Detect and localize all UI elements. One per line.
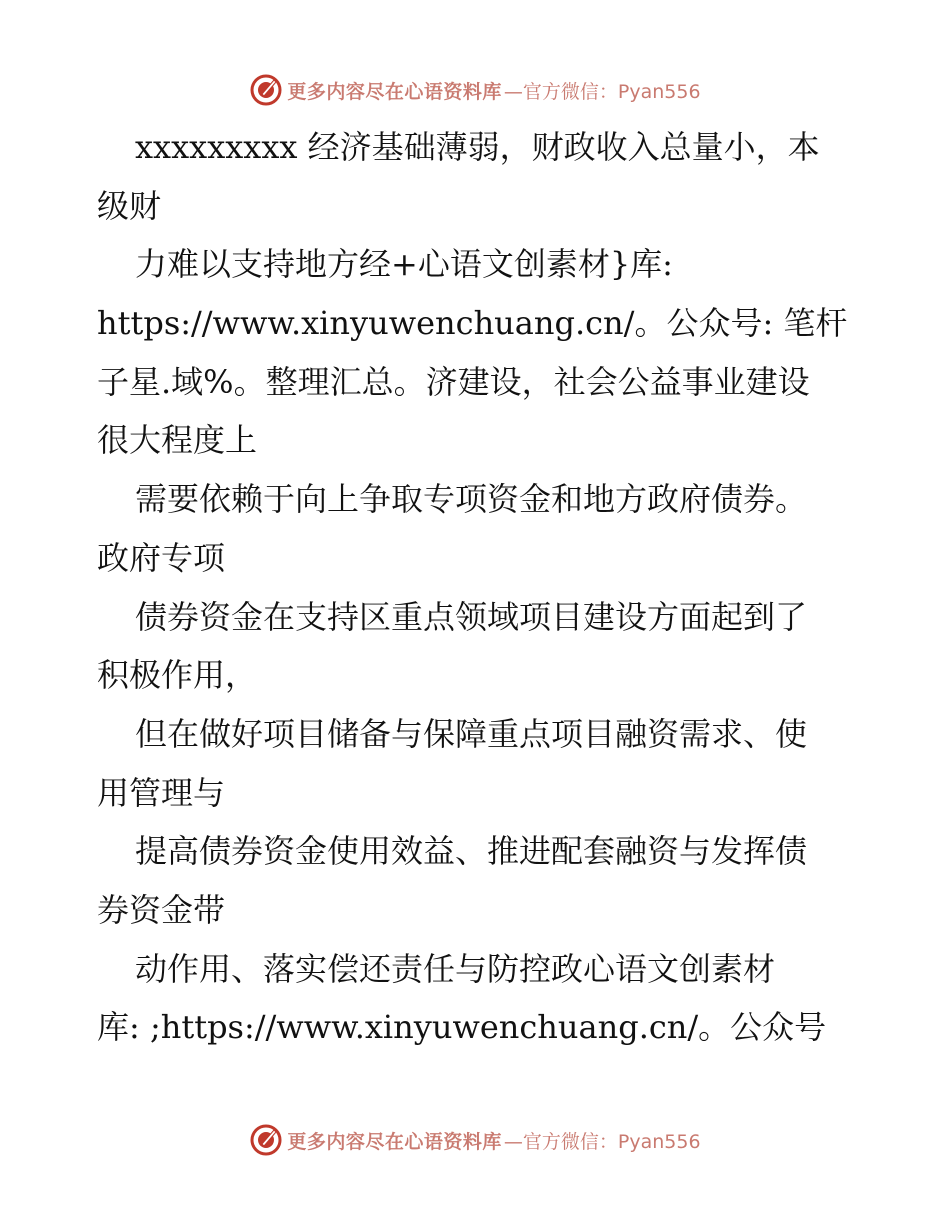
header-contact-text: —官方微信：Pyan556 <box>503 80 701 103</box>
body-line: 级财 <box>97 186 162 225</box>
footer-brand-text: 更多内容尽在心语资料库 <box>287 1130 502 1153</box>
body-line: xxxxxxxxx 经济基础薄弱，财政收入总量小，本 <box>135 128 820 166</box>
body-line: 库: ;https://www.xinyuwenchuang.cn/。公众号 <box>97 1008 827 1047</box>
body-line: 需要依赖于向上争取专项资金和地方政府债券。 <box>135 480 808 519</box>
brand-logo-icon <box>249 73 283 107</box>
body-line: 用管理与 <box>97 773 226 812</box>
body-line: 政府专项 <box>97 538 226 577</box>
footer-contact-text: —官方微信：Pyan556 <box>503 1130 701 1153</box>
brand-logo-icon <box>249 1123 283 1157</box>
body-line: 债券资金在支持区重点领域项目建设方面起到了 <box>135 597 808 636</box>
body-line: 但在做好项目储备与保障重点项目融资需求、使 <box>135 714 808 753</box>
body-line: 动作用、落实偿还责任与防控政心语文创素材 <box>135 949 776 988</box>
body-line: 力难以支持地方经+心语文创素材}库: <box>135 245 673 284</box>
body-line: 提高债券资金使用效益、推进配套融资与发挥债 <box>135 832 808 871</box>
body-line: 券资金带 <box>97 890 226 929</box>
footer-watermark <box>0 1120 950 1160</box>
body-line: https://www.xinyuwenchuang.cn/。公众号: 笔杆 <box>97 304 848 343</box>
body-line: 积极作用， <box>97 656 258 695</box>
document-body <box>97 118 857 1057</box>
header-brand-text: 更多内容尽在心语资料库 <box>287 80 502 103</box>
body-line: 子星.域%。整理汇总。济建设，社会公益事业建设 <box>97 362 810 401</box>
header-watermark <box>0 70 950 110</box>
body-line: 很大程度上 <box>97 421 258 460</box>
